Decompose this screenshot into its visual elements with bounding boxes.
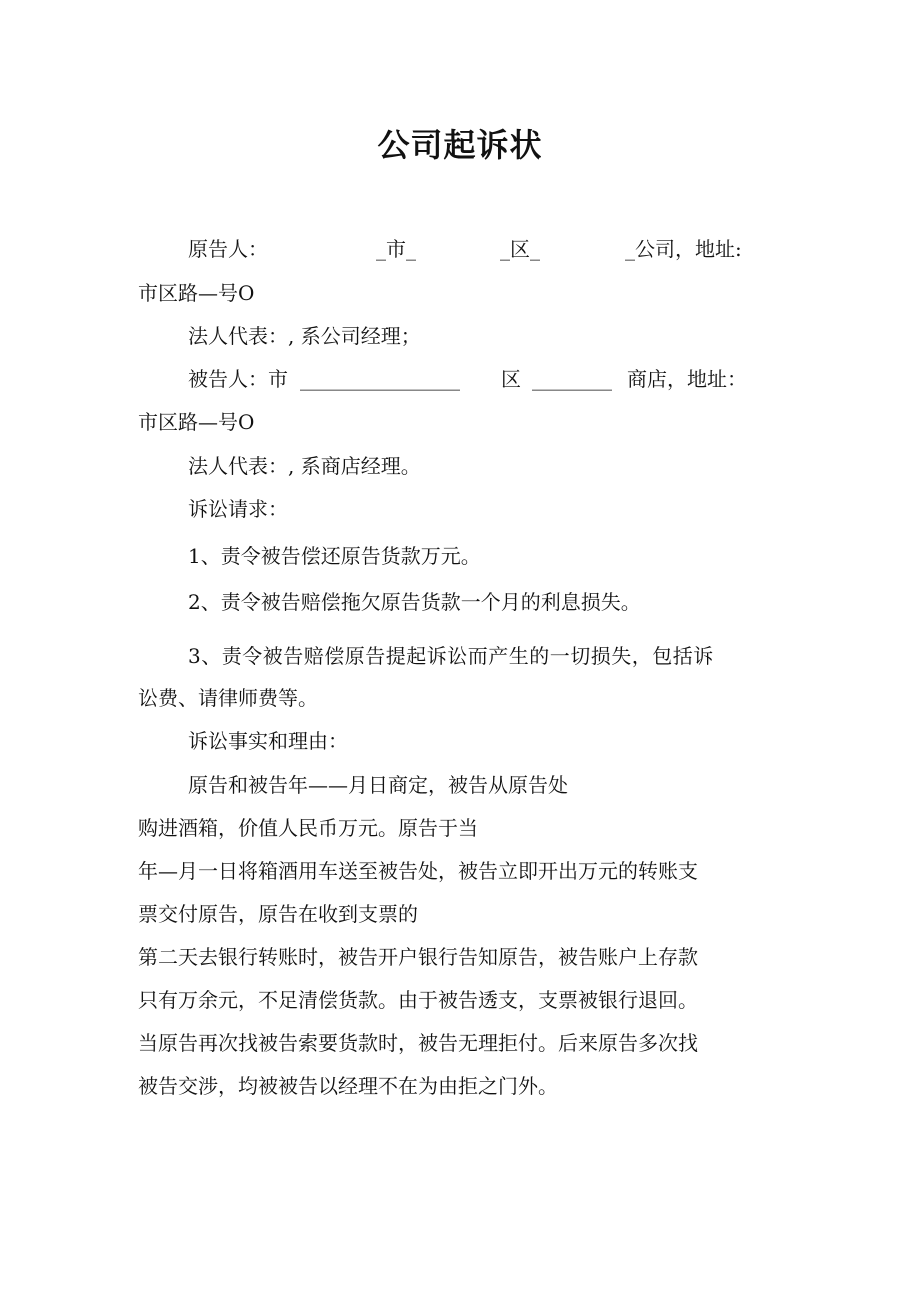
claim-item-3: 3、责令被告赔偿原告提起诉讼而产生的一切损失，包括诉: [188, 644, 714, 668]
claim-item-1: 1、责令被告偿还原告货款万元。: [188, 544, 481, 568]
claim-item-2: 2、责令被告赔偿拖欠原告货款一个月的利息损失。: [188, 590, 641, 614]
facts-line-1: 原告和被告年——月日商定，被告从原告处: [188, 773, 568, 797]
facts-line-6: 只有万余元，不足清偿货款。由于被告透支，支票被银行退回。: [138, 988, 698, 1012]
facts-line-4: 票交付原告，原告在收到支票的: [138, 902, 418, 926]
facts-line-8: 被告交涉，均被被告以经理不在为由拒之门外。: [138, 1074, 558, 1098]
defendant-blank-1: ________________: [300, 367, 460, 391]
plaintiff-company: _公司，地址:: [625, 237, 742, 261]
plaintiff-label: 原告人：: [188, 237, 268, 261]
claims-heading: 诉讼请求：: [188, 497, 288, 521]
defendant-blank-2: ________: [532, 367, 612, 391]
facts-line-5: 第二天去银行转账时，被告开户银行告知原告，被告账户上存款: [138, 945, 698, 969]
facts-line-7: 当原告再次找被告索要货款时，被告无理拒付。后来原告多次找: [138, 1031, 698, 1055]
defendant-district: 区: [501, 367, 521, 391]
facts-line-3: 年—月一日将箱酒用车送至被告处，被告立即开出万元的转账支: [138, 859, 698, 883]
defendant-representative: 法人代表：, 系商店经理。: [188, 454, 421, 478]
plaintiff-address: 市区路—号O: [138, 281, 255, 305]
facts-line-2: 购进酒箱，价值人民币万元。原告于当: [138, 816, 478, 840]
plaintiff-city: _市_: [376, 237, 416, 261]
plaintiff-representative: 法人代表：, 系公司经理；: [188, 324, 421, 348]
defendant-label: 被告人：市: [188, 367, 288, 391]
defendant-line: [0, 365, 920, 393]
claim-item-3-continued: 讼费、请律师费等。: [138, 686, 318, 710]
plaintiff-district: _区_: [500, 237, 540, 261]
facts-heading: 诉讼事实和理由：: [188, 729, 348, 753]
plaintiff-line: [0, 235, 920, 263]
defendant-shop: 商店，地址：: [627, 367, 747, 391]
defendant-address: 市区路—号O: [138, 410, 255, 434]
document-title: 公司起诉状: [377, 126, 543, 164]
